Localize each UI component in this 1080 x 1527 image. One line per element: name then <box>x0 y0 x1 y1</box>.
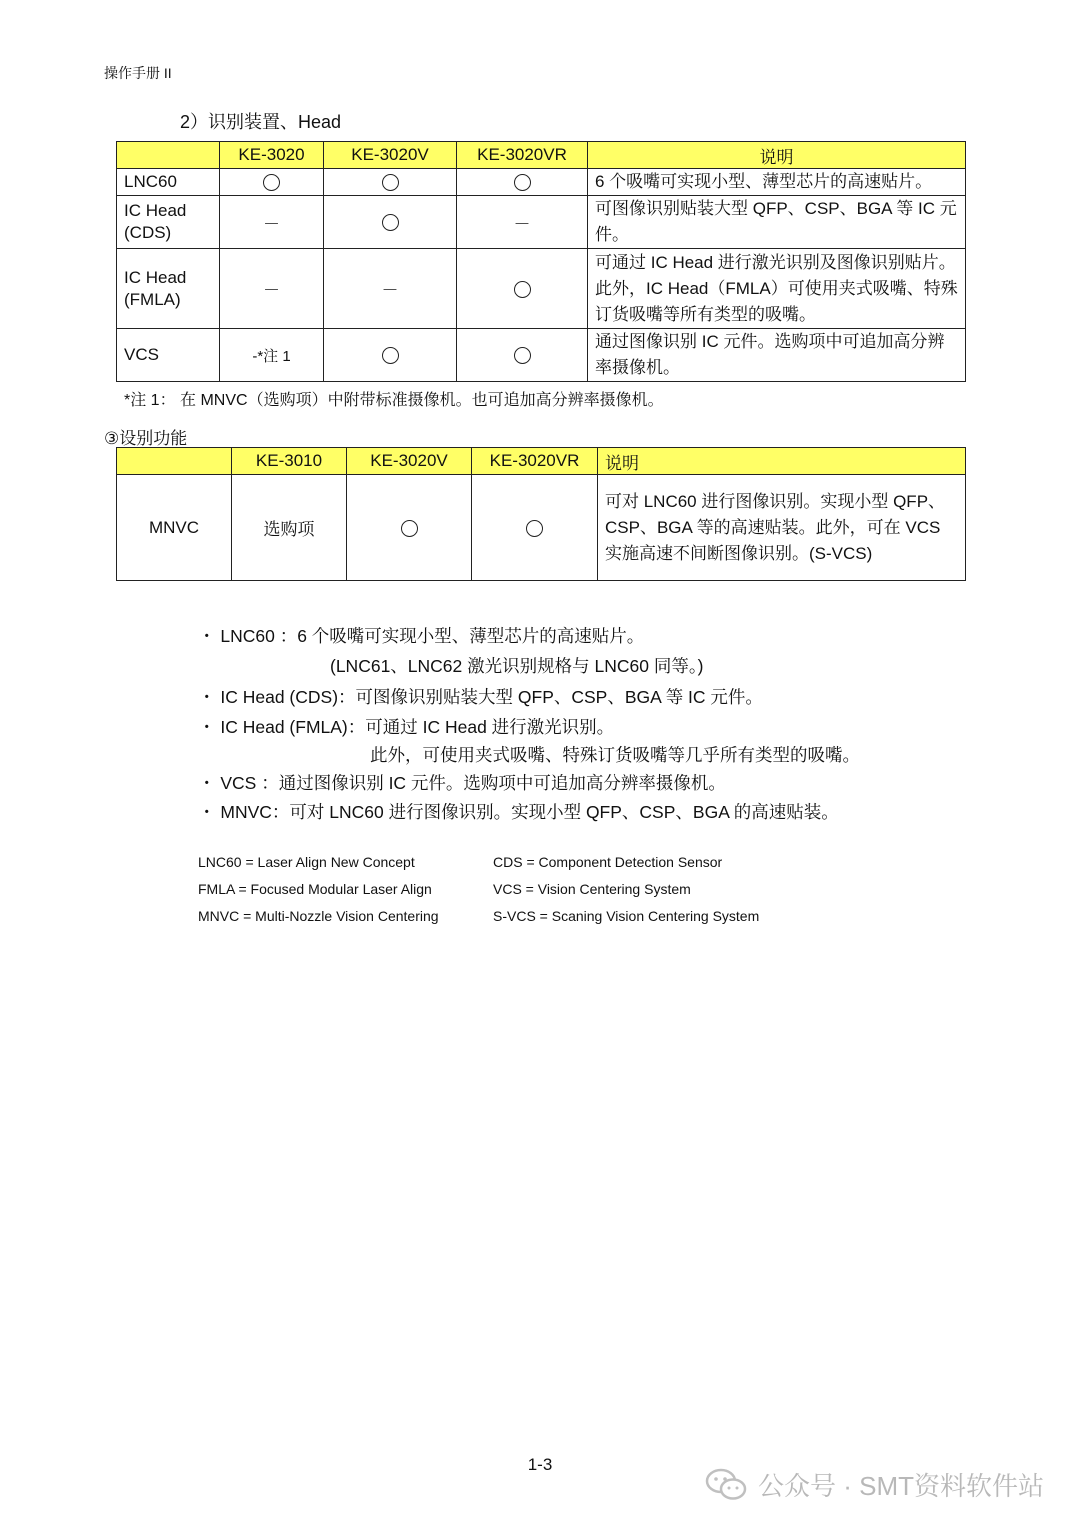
row-description: 通过图像识别 IC 元件。选购项中可追加高分辨率摄像机。 <box>588 329 966 382</box>
cell-ke3020v <box>324 169 457 196</box>
row-label: VCS <box>117 329 220 382</box>
cell-ke3020vr <box>457 169 588 196</box>
cell-ke3020 <box>220 169 324 196</box>
col-header-ke3020vr: KE-3020VR <box>457 142 588 169</box>
col-header-empty <box>117 448 232 475</box>
row-label: IC Head (FMLA) <box>117 249 220 329</box>
table-header-row <box>117 142 966 169</box>
circle-mark-icon <box>382 347 399 364</box>
col-header-ke3020v: KE-3020V <box>324 142 457 169</box>
wechat-icon <box>704 1467 748 1503</box>
watermark-text: 公众号 · SMT资料软件站 <box>758 1471 1044 1501</box>
circle-mark-icon <box>401 520 418 537</box>
abbr-vcs: VCS = Vision Centering System <box>493 881 691 897</box>
col-header-desc: 说明 <box>598 448 966 475</box>
col-header-ke3020v: KE-3020V <box>347 448 472 475</box>
row-label: IC Head (CDS) <box>117 196 220 249</box>
table-row <box>117 475 966 581</box>
bullet-lnc60-note: (LNC61、LNC62 激光识别规格与 LNC60 同等。) <box>330 656 704 676</box>
section3-title: ③设别功能 <box>104 429 188 448</box>
col-header-ke3020: KE-3020 <box>220 142 324 169</box>
cell-ke3020v: － <box>324 249 457 329</box>
col-header-ke3010: KE-3010 <box>232 448 347 475</box>
page-header: 操作手册 II <box>104 65 172 81</box>
table-header-row <box>117 448 966 475</box>
bullet-vcs: ・ VCS ：通过图像识别 IC 元件。选购项中可追加高分辨率摄像机。 <box>198 773 726 793</box>
cell-ke3020vr <box>472 475 598 581</box>
cell-ke3020: -*注 1 <box>220 329 324 382</box>
circle-mark-icon <box>514 347 531 364</box>
table-footnote: *注 1： 在 MNVC（选购项）中附带标准摄像机。也可追加高分辨率摄像机。 <box>124 392 664 409</box>
watermark <box>704 1466 1044 1503</box>
head-table <box>116 141 966 382</box>
table-row <box>117 249 966 329</box>
col-header-empty <box>117 142 220 169</box>
cell-ke3020v <box>324 329 457 382</box>
row-label: LNC60 <box>117 169 220 196</box>
abbr-cds: CDS = Component Detection Sensor <box>493 854 723 870</box>
bullet-ic-head-fmla: ・ IC Head (FMLA)：可通过 IC Head 进行激光识别。 <box>198 717 615 737</box>
col-header-desc: 说明 <box>588 142 966 169</box>
abbr-fmla: FMLA = Focused Modular Laser Align <box>198 881 432 897</box>
abbr-lnc60: LNC60 = Laser Align New Concept <box>198 854 415 870</box>
cell-ke3020vr: － <box>457 196 588 249</box>
bullet-lnc60: ・ LNC60 ：6 个吸嘴可实现小型、薄型芯片的高速贴片。 <box>198 626 645 646</box>
bullet-ic-head-fmla-note: 此外，可使用夹式吸嘴、特殊订货吸嘴等几乎所有类型的吸嘴。 <box>370 745 860 765</box>
circle-mark-icon <box>382 214 399 231</box>
circle-mark-icon <box>514 281 531 298</box>
row-label: MNVC <box>117 475 232 581</box>
recognition-table <box>116 447 966 581</box>
cell-ke3010: 选购项 <box>232 475 347 581</box>
cell-ke3020vr <box>457 249 588 329</box>
section2-title: 2）识别装置、Head <box>180 112 342 132</box>
col-header-ke3020vr: KE-3020VR <box>472 448 598 475</box>
row-description: 可对 LNC60 进行图像识别。实现小型 QFP、CSP、BGA 等的高速贴装。此外，可在 VCS 实施高速不间断图像识别。(S-VCS) <box>598 475 966 581</box>
row-description: 6 个吸嘴可实现小型、薄型芯片的高速贴片。 <box>588 169 966 196</box>
cell-ke3020v <box>324 196 457 249</box>
circle-mark-icon <box>514 174 531 191</box>
cell-ke3020: － <box>220 196 324 249</box>
cell-ke3020v <box>347 475 472 581</box>
page-number: 1-3 <box>527 1455 553 1474</box>
bullet-mnvc: ・ MNVC：可对 LNC60 进行图像识别。实现小型 QFP、CSP、BGA 的高速贴装。 <box>198 802 839 822</box>
table-row <box>117 329 966 382</box>
table-row <box>117 196 966 249</box>
bullet-ic-head-cds: ・ IC Head (CDS)：可图像识别贴装大型 QFP、CSP、BGA 等 IC 元件。 <box>198 687 763 707</box>
abbr-mnvc: MNVC = Multi-Nozzle Vision Centering <box>198 908 439 924</box>
circle-mark-icon <box>526 520 543 537</box>
row-description: 可通过 IC Head 进行激光识别及图像识别贴片。此外，IC Head（FMLA）可使用夹式吸嘴、特殊订货吸嘴等所有类型的吸嘴。 <box>588 249 966 329</box>
circle-mark-icon <box>382 174 399 191</box>
table-row <box>117 169 966 196</box>
row-description: 可图像识别贴装大型 QFP、CSP、BGA 等 IC 元件。 <box>588 196 966 249</box>
cell-ke3020: － <box>220 249 324 329</box>
cell-ke3020vr <box>457 329 588 382</box>
circle-mark-icon <box>263 174 280 191</box>
abbr-svcs: S-VCS = Scaning Vision Centering System <box>493 908 760 924</box>
